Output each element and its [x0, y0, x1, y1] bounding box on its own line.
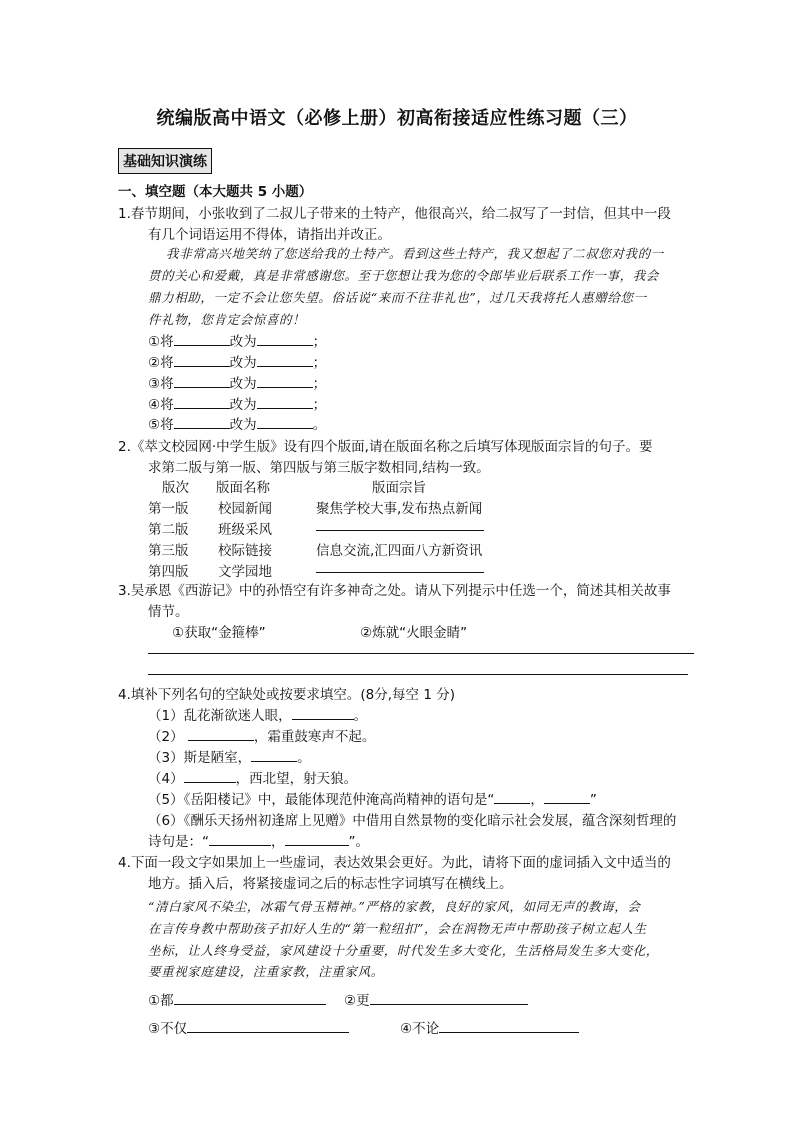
q4a-item-3: （3）斯是陋室， 。 [148, 750, 311, 766]
q4b-option-4: ④不论 [400, 1017, 579, 1037]
q2-line1: 2.《萃文校园网·中学生版》设有四个版面,请在版面名称之后填写体现版面宗旨的句子。要 [118, 439, 653, 455]
answer-line[interactable] [148, 653, 694, 654]
answer-blank[interactable] [174, 416, 230, 429]
q4b-line2: 地方。插入后，将紧接虚词之后的标志性字词填写在横线上。 [148, 876, 513, 892]
q3-option-1: ①获取“金箍棒” [172, 625, 266, 641]
answer-blank[interactable] [257, 396, 313, 409]
q3-line2: 情节。 [148, 604, 189, 620]
q1-item-2: ②将 改为 ； [148, 355, 327, 371]
table-row-edition: 第四版 [148, 564, 189, 580]
table-row-name: 校园新闻 [218, 501, 272, 517]
answer-blank[interactable] [494, 791, 530, 804]
q4a-item-1: （1）乱花渐欲迷人眼， 。 [148, 708, 368, 724]
table-row-edition: 第一版 [148, 501, 189, 517]
answer-line[interactable] [148, 674, 688, 675]
answer-blank[interactable] [544, 791, 590, 804]
q4a-item-4: （4） ，西北望，射天狼。 [148, 771, 358, 787]
answer-blank[interactable] [187, 1020, 349, 1033]
answer-blank[interactable] [184, 770, 236, 783]
table-row-aim: 信息交流,汇四面八方新资讯 [316, 543, 483, 559]
q4a-item-5: （5）《岳阳楼记》中，最能体现范仲淹高尚精神的语句是“ ， ” [148, 792, 597, 808]
q4b-passage-line: 在言传身教中帮助孩子扣好人生的“第一粒纽扣”，会在润物无声中帮助孩子树立起人生 [148, 921, 647, 936]
answer-blank[interactable] [439, 1020, 579, 1033]
answer-blank[interactable] [316, 572, 484, 573]
answer-blank[interactable] [285, 833, 349, 846]
answer-blank[interactable] [257, 375, 313, 388]
answer-blank[interactable] [316, 530, 484, 531]
section-heading: 一、填空题（本大题共 5 小题） [118, 184, 313, 200]
answer-blank[interactable] [251, 749, 297, 762]
answer-blank[interactable] [292, 707, 354, 720]
table-row-edition: 第二版 [148, 522, 189, 538]
q4a-item-6: （6）《酬乐天扬州初逢席上见赠》中借用自然景物的变化暗示社会发展，蕴含深刻哲理的 [148, 813, 677, 829]
q1-passage-line: 我非常高兴地笑纳了您送给我的土特产。看到这些土特产，我又想起了二叔您对我的一 [166, 246, 664, 261]
q1-item-4: ④将 改为 ； [148, 397, 327, 413]
page-title: 统编版高中语文（必修上册）初高衔接适应性练习题（三） [156, 108, 638, 129]
answer-blank[interactable] [174, 992, 326, 1005]
q1-passage-line: 贯的关心和爱戴，真是非常感谢您。至于您想让我为您的令郎毕业后联系工作一事，我会 [148, 268, 659, 283]
table-header-name: 版面名称 [216, 480, 270, 496]
q4a-line1: 4.填补下列名句的空缺处或按要求填空。(8分,每空 1 分) [118, 687, 455, 703]
q2-line2: 求第二版与第一版、第四版与第三版字数相同,结构一致。 [148, 460, 490, 476]
section-badge: 基础知识演练 [118, 148, 212, 174]
q4b-passage-line: 要重视家庭建设，注重家教，注重家风。 [148, 964, 384, 979]
answer-blank[interactable] [188, 728, 254, 741]
q1-line1: 1.春节期间，小张收到了二叔儿子带来的土特产，他很高兴，给二叔写了一封信，但其中一段 [118, 206, 671, 222]
table-row-name: 校际链接 [218, 543, 272, 559]
table-header-aim: 版面宗旨 [372, 480, 426, 496]
q3-option-2: ②炼就“火眼金睛” [360, 625, 468, 641]
q4a-item-6-line2: 诗句是：“ ， ”。 [148, 834, 369, 850]
table-row-aim: 聚焦学校大事,发布热点新闻 [316, 501, 483, 517]
answer-blank[interactable] [370, 992, 528, 1005]
table-row-name: 班级采风 [218, 522, 272, 538]
q4b-passage-line: “清白家风不染尘，冰霜气骨玉精神。”严格的家教，良好的家风，如同无声的教诲，会 [148, 899, 641, 914]
answer-blank[interactable] [209, 833, 271, 846]
q3-line1: 3.吴承恩《西游记》中的孙悟空有许多神奇之处。请从下列提示中任选一个，简述其相关故事 [118, 583, 671, 599]
table-row-edition: 第三版 [148, 543, 189, 559]
answer-blank[interactable] [174, 333, 230, 346]
answer-blank[interactable] [174, 354, 230, 367]
table-row-name: 文学园地 [218, 564, 272, 580]
answer-blank[interactable] [257, 416, 313, 429]
q1-passage-line: 鼎力相助，一定不会让您失望。俗话说“来而不往非礼也”，过几天我将托人惠赠给您一 [148, 290, 647, 305]
q4b-option-1: ①都 [148, 989, 326, 1009]
q1-line2: 有几个词语运用不得体，请指出并改正。 [148, 227, 391, 243]
q1-item-1: ①将 改为 ； [148, 334, 327, 350]
q4b-passage-line: 坐标，让人终身受益，家风建设十分重要，时代发生多大变化，生活格局发生多大变化， [148, 943, 659, 958]
answer-blank[interactable] [174, 375, 230, 388]
table-header-edition: 版次 [162, 480, 189, 496]
q4b-line1: 4.下面一段文字如果加上一些虚词，表达效果会更好。为此，请将下面的虚词插入文中适当的 [118, 855, 671, 871]
q4b-option-3: ③不仅 [148, 1017, 349, 1037]
q1-item-3: ③将 改为 ； [148, 376, 327, 392]
answer-blank[interactable] [257, 354, 313, 367]
q4b-option-2: ②更 [344, 989, 528, 1009]
q1-item-5: ⑤将 改为 。 [148, 417, 327, 433]
answer-blank[interactable] [174, 396, 230, 409]
answer-blank[interactable] [257, 333, 313, 346]
q4a-item-2: （2） ，霜重鼓寒声不起。 [148, 729, 376, 745]
q1-passage-line: 件礼物，您肯定会惊喜的！ [148, 312, 306, 327]
